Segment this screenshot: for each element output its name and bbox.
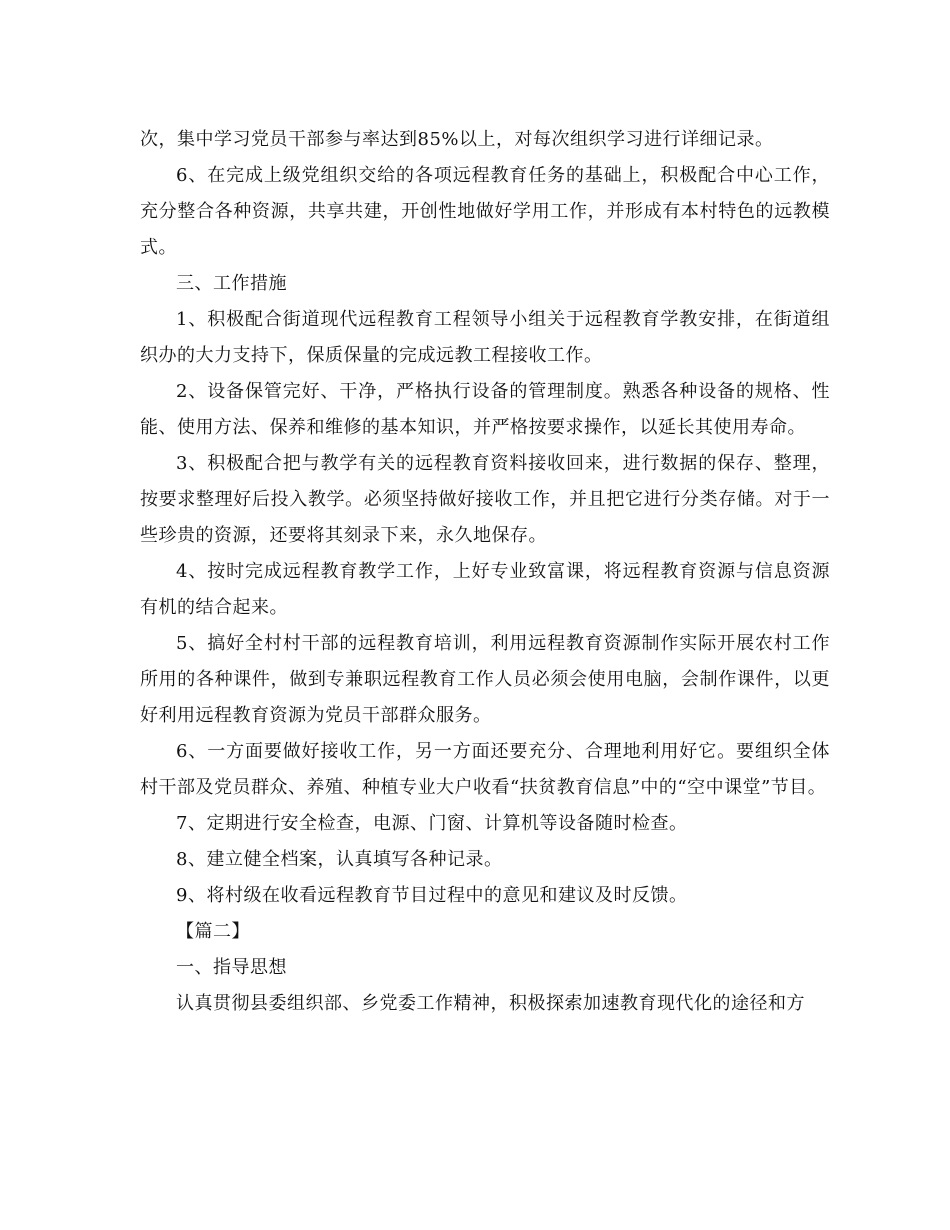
- section-heading-guiding-ideology: 一、指导思想: [176, 957, 287, 978]
- paragraph-measure-9: 9、将村级在收看远程教育节目过程中的意见和建议及时反馈。: [176, 885, 688, 906]
- paragraph-measure-6: 6、一方面要做好接收工作，另一方面还要充分、合理地利用好它。要组织全体村干部及党员群众、养殖、种植专业大户收看“扶贫教育信息”中的“空中课堂”节目。: [140, 741, 830, 798]
- paragraph-item-6-goal: 6、在完成上级党组织交给的各项远程教育任务的基础上，积极配合中心工作，充分整合各种资源，共享共建，开创性地做好学用工作，并形成有本村特色的远教模式。: [140, 165, 830, 258]
- section-heading-measures: 三、工作措施: [176, 273, 287, 294]
- paragraph-guiding-ideology: 认真贯彻县委组织部、乡党委工作精神，积极探索加速教育现代化的途径和方: [176, 993, 805, 1014]
- paragraph-measure-8: 8、建立健全档案，认真填写各种记录。: [176, 849, 503, 870]
- paragraph-measure-3: 3、积极配合把与教学有关的远程教育资料接收回来，进行数据的保存、整理，按要求整理好后投入教学。必须坚持做好接收工作，并且把它进行分类存储。对于一些珍贵的资源，还要将其刻录下来，永久地保存。: [140, 453, 830, 546]
- paragraph-measure-5: 5、搞好全村村干部的远程教育培训，利用远程教育资源制作实际开展农村工作所用的各种课件，做到专兼职远程教育工作人员必须会使用电脑，会制作课件，以更好利用远程教育资源为党员干部群众服务。: [140, 633, 830, 726]
- section-marker-part-two: 【篇二】: [176, 921, 250, 942]
- paragraph-measure-7: 7、定期进行安全检查，电源、门窗、计算机等设备随时检查。: [176, 813, 688, 834]
- document-body: [140, 122, 830, 1022]
- paragraph-measure-2: 2、设备保管完好、干净，严格执行设备的管理制度。熟悉各种设备的规格、性能、使用方法、保养和维修的基本知识，并严格按要求操作，以延长其使用寿命。: [140, 381, 830, 438]
- paragraph-measure-4: 4、按时完成远程教育教学工作，上好专业致富课，将远程教育资源与信息资源有机的结合起来。: [140, 561, 830, 618]
- paragraph-measure-1: 1、积极配合街道现代远程教育工程领导小组关于远程教育学教安排，在街道组织办的大力支持下，保质保量的完成远教工程接收工作。: [140, 309, 830, 366]
- paragraph-continuation: 次，集中学习党员干部参与率达到85%以上，对每次组织学习进行详细记录。: [140, 129, 774, 150]
